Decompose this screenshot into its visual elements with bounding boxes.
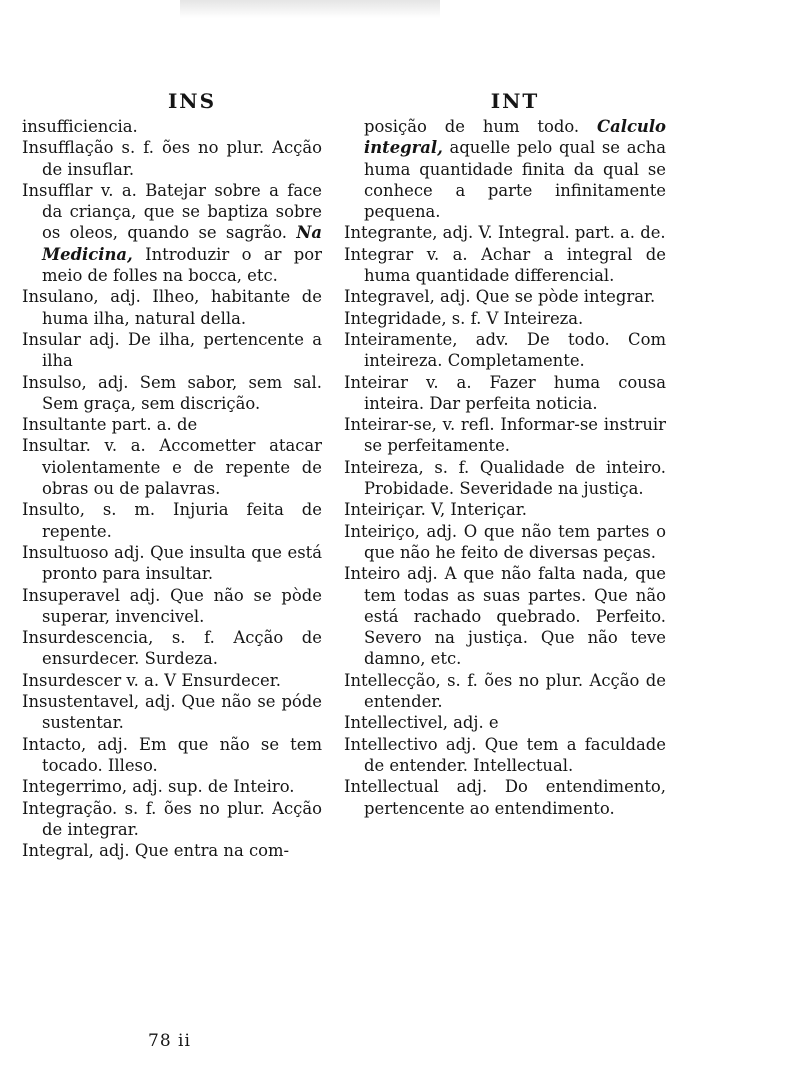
entry-text: Insurdescer v. a. V Ensurdecer.: [22, 670, 281, 690]
dictionary-entry: [344, 563, 666, 669]
dictionary-entry: [344, 222, 666, 243]
dictionary-entry: [22, 435, 322, 499]
page-number: 78 ii: [148, 1031, 191, 1051]
entry-text: Insurdescencia, s. f. Acção de ensurdecer. Surdeza.: [22, 628, 322, 669]
dictionary-entry: [344, 670, 666, 713]
entry-text: Inteireza, s. f. Qualidade de inteiro. Probidade. Severidade na justiça.: [344, 457, 666, 499]
entry-text: Integral, adj. Que entra na com-: [22, 841, 290, 861]
entry-text: Integração. s. f. ões no plur. Acção de integrar.: [22, 798, 322, 839]
entry-text: Insultar. v. a. Accometter atacar violentamente e de repente de obras ou de palavras.: [22, 436, 322, 499]
dictionary-entry: [344, 244, 666, 287]
entry-text: Intellecção, s. f. ões no plur. Acção de entender.: [344, 670, 666, 712]
entry-italic-text: Calculo integral,: [364, 117, 666, 158]
dictionary-entry: [22, 691, 322, 734]
dictionary-entry: [344, 776, 666, 819]
entry-text: Integravel, adj. Que se pòde integrar.: [344, 287, 656, 307]
entry-text: Inteirar-se, v. refl. Informar-se instruir se perfeitamente.: [344, 415, 666, 456]
dictionary-entry: [22, 734, 322, 777]
entry-text: Insulso, adj. Sem sabor, sem sal. Sem graça, sem discrição.: [22, 372, 322, 413]
entry-text-tail: Introduzir o ar por meio de folles na bocca, etc.: [42, 244, 322, 286]
entry-text: Insustentavel, adj. Que não se póde sustentar.: [22, 692, 322, 733]
dictionary-entry: [22, 585, 322, 628]
entry-text: Inteiro adj. A que não falta nada, que tem todas as suas partes. Que não está rachado quebrado. Perfeito. Severo na justiça. Que não teve damno, etc.: [344, 564, 666, 669]
entry-text: Insulano, adj. Ilheo, habitante de huma ilha, natural della.: [22, 287, 322, 328]
entry-text: Intellectivo adj. Que tem a faculdade de entender. Intellectual.: [344, 734, 666, 775]
dictionary-entry: [344, 372, 666, 415]
entry-text: Insular adj. De ilha, pertencente a ilha: [22, 329, 322, 371]
entry-text: Inteiriço, adj. O que não tem partes o que não he feito de diversas peças.: [344, 521, 666, 562]
entry-text: Integridade, s. f. V Inteireza.: [344, 308, 584, 328]
entry-text: posição de hum todo.: [364, 117, 598, 136]
dictionary-entry: [22, 414, 322, 435]
dictionary-entry: [344, 712, 666, 733]
entry-text: Inteiramente, adv. De todo. Com inteireza. Completamente.: [344, 329, 666, 371]
entry-italic-text: Na Medicina,: [42, 223, 322, 264]
dictionary-entry: [22, 116, 322, 137]
dictionary-entry: [22, 180, 322, 286]
right-header: INT: [490, 89, 540, 113]
entry-text: Insuperavel adj. Que não se pòde superar, invencivel.: [22, 585, 322, 626]
entry-text: Intacto, adj. Em que não se tem tocado. Illeso.: [22, 734, 322, 775]
left-column: [22, 88, 322, 861]
entry-text: Integrante, adj. V. Integral. part. a. de.: [344, 223, 666, 243]
dictionary-entry: [344, 499, 666, 520]
left-header: INS: [167, 89, 217, 113]
entry-text: Insultuoso adj. Que insulta que está pronto para insultar.: [22, 542, 322, 584]
dictionary-entry: [344, 286, 666, 307]
dictionary-entry: [344, 329, 666, 372]
dictionary-entry: [22, 798, 322, 841]
entry-text: Integrar v. a. Achar a integral de huma quantidade differencial.: [344, 244, 666, 286]
dictionary-entry: [22, 840, 322, 861]
dictionary-entry: [344, 457, 666, 500]
dictionary-entry: [22, 670, 322, 691]
dictionary-entry: [344, 308, 666, 329]
dictionary-entry: [22, 329, 322, 372]
dictionary-entry: [22, 776, 322, 797]
dictionary-entry: [344, 734, 666, 777]
entry-text: Inteiriçar. V, Interiçar.: [344, 500, 528, 520]
dictionary-entry: [22, 499, 322, 542]
entry-text: Insultante part. a. de: [22, 415, 198, 435]
entry-text: Intellectivel, adj. e: [344, 713, 499, 733]
dictionary-entry: [22, 137, 322, 180]
entry-text: insufficiencia.: [22, 117, 138, 136]
dictionary-entry: [22, 372, 322, 415]
dictionary-entry: [22, 286, 322, 329]
left-entries: [22, 116, 322, 861]
entry-text: Insufflação s. f. ões no plur. Acção de insuflar.: [22, 138, 322, 179]
dictionary-entry: [22, 542, 322, 585]
dictionary-entry: [344, 116, 666, 222]
entry-text: Intellectual adj. Do entendimento, pertencente ao entendimento.: [344, 777, 666, 818]
entry-text: Integerrimo, adj. sup. de Inteiro.: [22, 777, 295, 797]
right-column: [344, 88, 666, 819]
entry-text-tail: aquelle pelo qual se acha huma quantidade finita da qual se conhece a parte infinitamente pequena.: [364, 138, 666, 222]
dictionary-entry: [22, 627, 322, 670]
entry-text: Insulto, s. m. Injuria feita de repente.: [22, 500, 322, 541]
entry-text: Insufflar v. a. Batejar sobre a face da criança, que se baptiza sobre os oleos, quando se sagrão.: [22, 180, 322, 243]
scan-smudge: [180, 0, 440, 18]
dictionary-entry: [344, 414, 666, 457]
dictionary-entry: [344, 521, 666, 564]
right-entries: [344, 116, 666, 819]
entry-text: Inteirar v. a. Fazer huma cousa inteira. Dar perfeita noticia.: [344, 372, 666, 413]
